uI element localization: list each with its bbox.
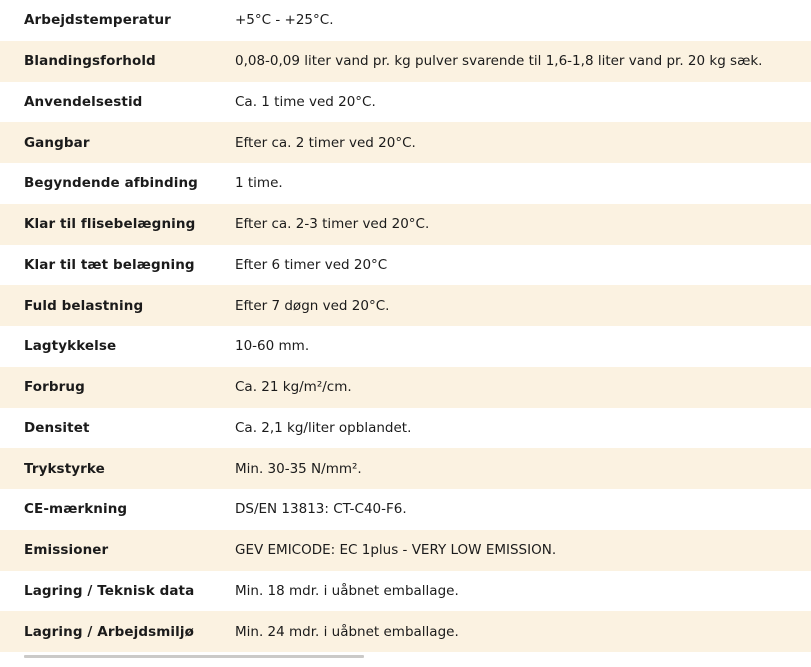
table-row: [0, 245, 811, 286]
row-value: +5°C - +25°C.: [235, 12, 334, 29]
row-label: Lagring / Arbejdsmiljø: [24, 623, 194, 640]
bottom-strip: [0, 652, 811, 667]
row-value: Min. 30-35 N/mm².: [235, 460, 362, 477]
table-row: [0, 448, 811, 489]
row-value: Min. 18 mdr. i uåbnet emballage.: [235, 582, 459, 599]
row-label: Anvendelsestid: [24, 93, 143, 110]
row-value: Ca. 21 kg/m²/cm.: [235, 379, 352, 396]
row-label: Begyndende afbinding: [24, 175, 198, 192]
clipped-next-row-remnant: [24, 655, 364, 658]
table-row: [0, 326, 811, 367]
row-value: Min. 24 mdr. i uåbnet emballage.: [235, 623, 459, 640]
row-label: Forbrug: [24, 379, 85, 396]
row-label: Lagtykkelse: [24, 338, 117, 355]
table-row: [0, 367, 811, 408]
row-value: Efter ca. 2-3 timer ved 20°C.: [235, 216, 430, 233]
table-row: [0, 163, 811, 204]
row-value: 1 time.: [235, 175, 283, 192]
table-row: [0, 530, 811, 571]
table-row: [0, 122, 811, 163]
row-value: Efter 7 døgn ved 20°C.: [235, 297, 390, 314]
row-value: Efter 6 timer ved 20°C: [235, 256, 388, 273]
row-label: Lagring / Teknisk data: [24, 582, 195, 599]
row-value: Ca. 2,1 kg/liter opblandet.: [235, 419, 412, 436]
table-row: [0, 489, 811, 530]
table-row: [0, 611, 811, 652]
table-row: [0, 0, 811, 41]
row-value: DS/EN 13813: CT-C40-F6.: [235, 501, 407, 518]
table-row: [0, 82, 811, 123]
row-label: Densitet: [24, 419, 90, 436]
row-label: Emissioner: [24, 542, 109, 559]
row-label: Arbejdstemperatur: [24, 12, 171, 29]
row-label: Blandingsforhold: [24, 53, 156, 70]
row-label: CE-mærkning: [24, 501, 128, 518]
row-label: Klar til tæt belægning: [24, 256, 195, 273]
row-label: Gangbar: [24, 134, 90, 151]
table-row: [0, 571, 811, 612]
table-row: [0, 41, 811, 82]
row-value: Efter ca. 2 timer ved 20°C.: [235, 134, 416, 151]
row-label: Klar til flisebelægning: [24, 216, 196, 233]
row-label: Fuld belastning: [24, 297, 144, 314]
row-label: Trykstyrke: [24, 460, 105, 477]
table-row: [0, 408, 811, 449]
row-value: Ca. 1 time ved 20°C.: [235, 93, 376, 110]
row-value: 10-60 mm.: [235, 338, 310, 355]
table-row: [0, 285, 811, 326]
row-value: GEV EMICODE: EC 1plus - VERY LOW EMISSION.: [235, 542, 557, 559]
row-value: 0,08-0,09 liter vand pr. kg pulver svarende til 1,6-1,8 liter vand pr. 20 kg sæk.: [235, 53, 763, 70]
table-row: [0, 204, 811, 245]
